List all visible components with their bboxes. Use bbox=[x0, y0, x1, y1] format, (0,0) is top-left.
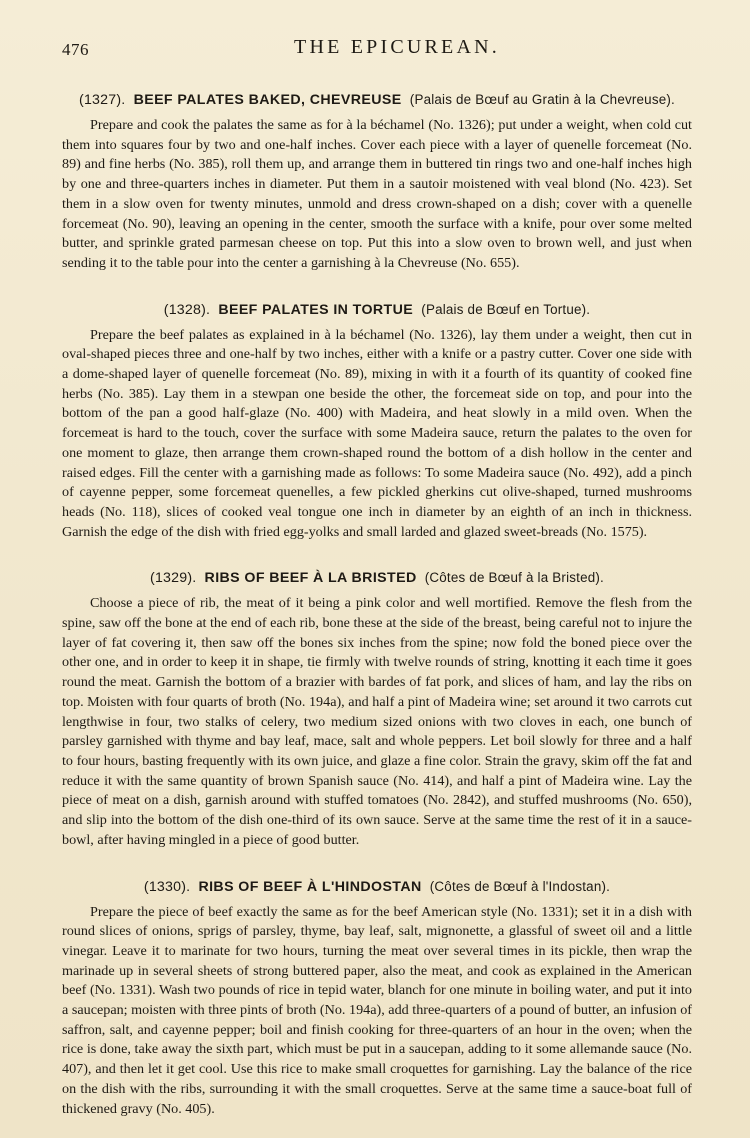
recipe-number: (1330). bbox=[143, 878, 191, 895]
running-head bbox=[62, 34, 692, 64]
recipe-title: BEEF PALATES IN TORTUE bbox=[218, 301, 414, 318]
recipe-title: BEEF PALATES BAKED, CHEVREUSE bbox=[133, 92, 402, 108]
recipe-heading bbox=[62, 568, 692, 588]
recipe-1329 bbox=[62, 568, 692, 850]
recipe-number: (1328). bbox=[163, 301, 211, 318]
recipe-1328 bbox=[62, 300, 692, 543]
recipe-body: Choose a piece of rib, the meat of it being a pink color and well mortified. Remove the flesh from the spine, saw off the bone at the end of each rib, bone these at the side of the breast, being careful not to injure the layer of fat covering it, then saw off the bones six inches from the spine; now fold the boned piece over the other one, and in order to keep it in shape, tie firmly with twelve rounds of string, knotting it each time it goes round the meat. Garnish the bottom of a brazier with bardes of fat pork, and slices of ham, and lay the ribs on top. Moisten with four quarts of broth (No. 194a), and half a pint of Madeira wine; set around it two carrots cut lengthwise in four, two stalks of celery, two medium sized onions with two cloves in each, one bunch of parsley garnished with thyme and bay leaf, mace, salt and whole peppers. Let boil slowly for three and a half to four hours, basting frequently with its own juice, and glaze a fine color. Strain the gravy, skim off the fat and reduce it with the same quantity of brown Spanish sauce (No. 414), and half a pint of Madeira wine. Lay the piece of meat on a dish, garnish around with stuffed tomatoes (No. 2842), and stuffed mushrooms (No. 650), and slip into the bottom of the dish one-third of its own sauce. Serve at the same time the rest of it in a sauce-bowl, after having mingled in a piece of good butter. bbox=[62, 595, 692, 848]
book-title: THE EPICUREAN. bbox=[294, 36, 500, 58]
recipe-title: RIBS OF BEEF À L'HINDOSTAN bbox=[198, 878, 422, 895]
recipe-1327 bbox=[62, 90, 692, 274]
recipe-french-title: (Palais de Bœuf en Tortue). bbox=[421, 301, 591, 317]
recipe-number: (1329). bbox=[150, 570, 197, 587]
recipe-body: Prepare the beef palates as explained in à la béchamel (No. 1326), lay them under a weight, then cut in oval-shaped pieces three and one-half by two inches, either with a knife or a pastry cutter. Cover one side with a dome-shaped layer of quenelle forcemeat (No. 89), mixing in with it a fourth of its quantity of cooked fine herbs (No. 385). Lay them in a stewpan one beside the other, the forcemeat side on top, and pour into the bottom of the pan a good half-glaze (No. 400) with Madeira, and heat slowly in a mild oven. When the forcemeat is hard to the touch, cover the surface with some Madeira sauce, return the palates to the oven for one moment to glaze, then arrange them crown-shaped round the bottom of a dish hollow in the center and raised edges. Fill the center with a garnishing made as follows: To some Madeira sauce (No. 492), add a pinch of cayenne pepper, some forcemeat quenelles, a few pickled gherkins cut olive-shaped, turned mushrooms heads (No. 118), slices of cooked veal tongue one inch in diameter by an eighth of an inch in thickness. Garnish the edge of the dish with fried egg-yolks and small larded and glazed sweet-breads (No. 1575). bbox=[62, 326, 692, 540]
recipe-body: Prepare and cook the palates the same as for à la béchamel (No. 1326); put under a weight, when cold cut them into squares four by two and one-half inches. Cover each piece with a layer of quenelle forcemeat (No. 89) and fine herbs (No. 385), roll them up, and arrange them in buttered tin rings two and one-half inches high by one and three-quarters inches in diameter. Put them in a sautoir moistened with veal blond (No. 423). Set them in a slow oven for twenty minutes, unmold and dress crown-shaped on a dish; cover with a quenelle forcemeat (No. 90), leaving an opening in the center, smooth the surface with a knife, pour over some melted butter, and sprinkle grated parmesan cheese on top. Put this into a slow oven to brown well, and just when sending it to the table pour into the center a garnishing à la Chevreuse (No. 655). bbox=[62, 117, 692, 271]
recipe-1330 bbox=[62, 877, 692, 1120]
recipe-body: Prepare the piece of beef exactly the same as for the beef American style (No. 1331); set it in a dish with round slices of onions, sprigs of parsley, thyme, bay leaf, salt, mignonette, a glassful of sweet oil and a little vinegar. Leave it to marinate for two hours, turning the meat over several times in its pickle, then wrap the marinade up in several sheets of strong buttered paper, also the meat, and cook as explained in the American beef (No. 1331). Wash two pounds of rice in tepid water, blanch for one minute in boiling water, and put it into a saucepan; moisten with three pints of broth (No. 194a), add three-quarters of a pound of butter, an infusion of saffron, salt, and cayenne pepper; boil and finish cooking for three-quarters of an hour in the oven; when the rice is done, take away the sixth part, which must be put in a saucepan, adding to it some allemande sauce (No. 407), and then let it get cool. Use this rice to make small croquettes for garnishing. Lay the balance of the rice on the dish with the ribs, surrounding it with the small croquettes. Serve at the same time a sauce-boat full of thickened gravy (No. 405). bbox=[62, 903, 692, 1117]
recipe-heading bbox=[62, 90, 692, 110]
recipe-heading bbox=[62, 300, 692, 320]
recipe-french-title: (Côtes de Bœuf à la Bristed). bbox=[424, 570, 604, 586]
recipe-number: (1327). bbox=[79, 92, 126, 108]
recipe-title: RIBS OF BEEF À LA BRISTED bbox=[204, 570, 417, 587]
recipe-french-title: (Côtes de Bœuf à l'Indostan). bbox=[429, 878, 611, 894]
page-number: 476 bbox=[62, 40, 89, 59]
recipe-heading bbox=[62, 877, 692, 897]
recipe-french-title: (Palais de Bœuf au Gratin à la Chevreuse). bbox=[409, 92, 675, 107]
